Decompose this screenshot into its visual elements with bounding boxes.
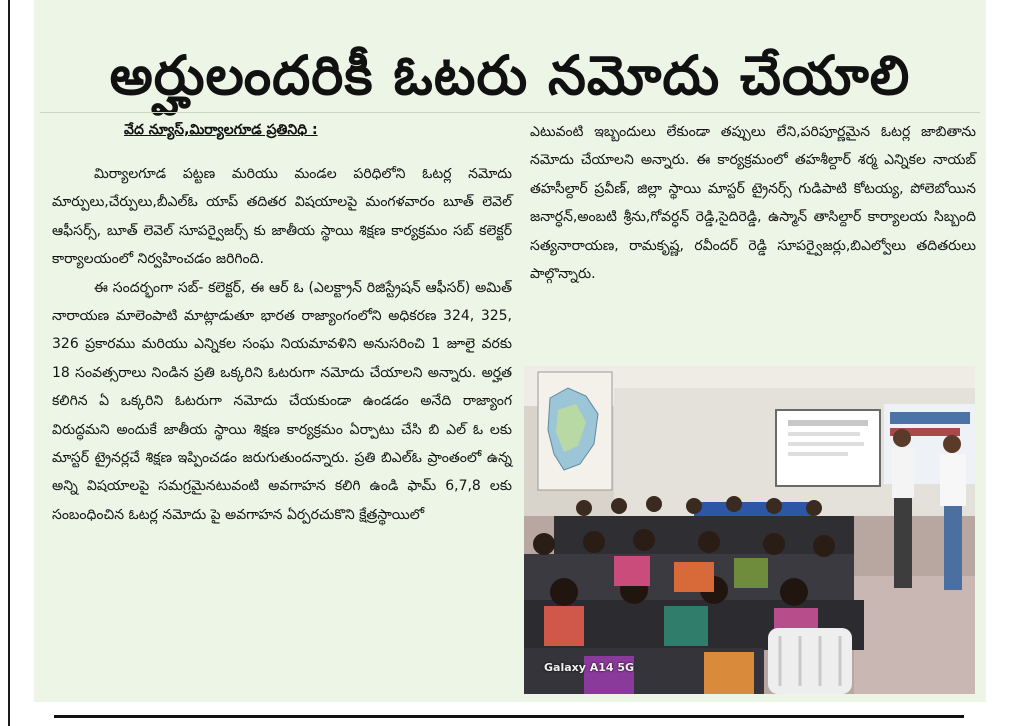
- article-paragraph-1: మిర్యాలగూడ పట్టణ మరియు మండల పరిధిలోని ఓటర్ల నమోదు మార్పులు,చేర్పులు,బీఎల్ఓ యాప్ తదితర విషయాలపై మంగళవారం బూత్ లెవెల్ ఆఫీసర్స్, బూత్ లెవెల్ సూపర్వైజర్స్ కు జాతీయ స్థాయి శిక్షణ కార్యక్రమం సబ్ కలెక్టర్ కార్యాలయంలో నిర్వహించడం జరిగింది.: [52, 166, 512, 268]
- camera-watermark: Galaxy A14 5G: [544, 661, 635, 674]
- article-paragraph-3: ఎటువంటి ఇబ్బందులు లేకుండా తప్పులు లేని,పరిపూర్ణమైన ఓటర్ల జాబితాను నమోదు చేయాలని అన్నారు. ఈ కార్యక్రమంలో తహశీల్దార్ శర్మ ఎన్నికల నాయబ్ తహసీల్దార్ ప్రవీణ్, జిల్లా స్థాయి మాస్టర్ ట్రైనర్స్ గుడిపాటి కోటయ్య, పోలెబోయిన జనార్ధన్,అంబటి శ్రీను,గోవర్ధన్ రెడ్డి,సైదిరెడ్డి, ఉస్మాన్ తాసిల్దార్ కార్యాలయ సిబ్బంది సత్యనారాయణ, రామకృష్ణ, రవీందర్ రెడ్డి సూపర్వైజర్లు,బిఎల్వోలు తదితరులు పాల్గొన్నారు.: [530, 124, 976, 283]
- page-left-rule: [8, 0, 10, 726]
- article-column-left: [52, 160, 512, 529]
- event-photo: [524, 366, 975, 694]
- article-headline: అర్హులందరికీ ఓటరు నమోదు చేయాలి: [109, 44, 911, 108]
- bottom-divider: [54, 715, 964, 718]
- article-column-right: [530, 118, 976, 288]
- training-session-photo: [524, 366, 975, 694]
- headline-divider: [40, 112, 980, 113]
- article-byline: వేద న్యూస్,మిర్యాలగూడ ప్రతినిధి :: [124, 122, 318, 138]
- article-paragraph-2: ఈ సందర్భంగా సబ్- కలెక్టర్, ఈ ఆర్ ఓ (ఎలక్ట్రాన్ రిజిస్ట్రేషన్ ఆఫీసర్) అమిత్ నారాయణ మాలెంపాటి మాట్లాడుతూ భారత రాజ్యాంగంలోని అధికరణ 324, 325, 326 ప్రకారము మరియు ఎన్నికల సంఘ నియమావళిని అనుసరించి 1 జూలై వరకు 18 సంవత్సరాలు నిండిన ప్రతి ఒక్కరిని ఓటరుగా నమోదు చేయాలని అన్నారు. అర్హత కలిగిన ఏ ఒక్కరిని ఓటరుగా నమోదు చేయకుండా ఉండడం అనేది రాజ్యాంగ విరుద్ధమని అందుకే జాతీయ స్థాయి శిక్షణ కార్యక్రమం ఏర్పాటు చేసి బి ఎల్ ఓ లకు మాస్టర్ ట్రైనర్లచే శిక్షణ ఇప్పించడం జరుగుతుందన్నారు. ప్రతి బిఎల్ఓ ప్రాంతంలో ఉన్న అన్ని విషయాలపై సమగ్రమైనటువంటి అవగాహన కలిగి ఉండి ఫామ్ 6,7,8 లకు సంబంధించిన ఓటర్ల నమోదు పై అవగాహన ఏర్పరచుకొని క్షేత్రస్థాయిలో: [52, 279, 512, 523]
